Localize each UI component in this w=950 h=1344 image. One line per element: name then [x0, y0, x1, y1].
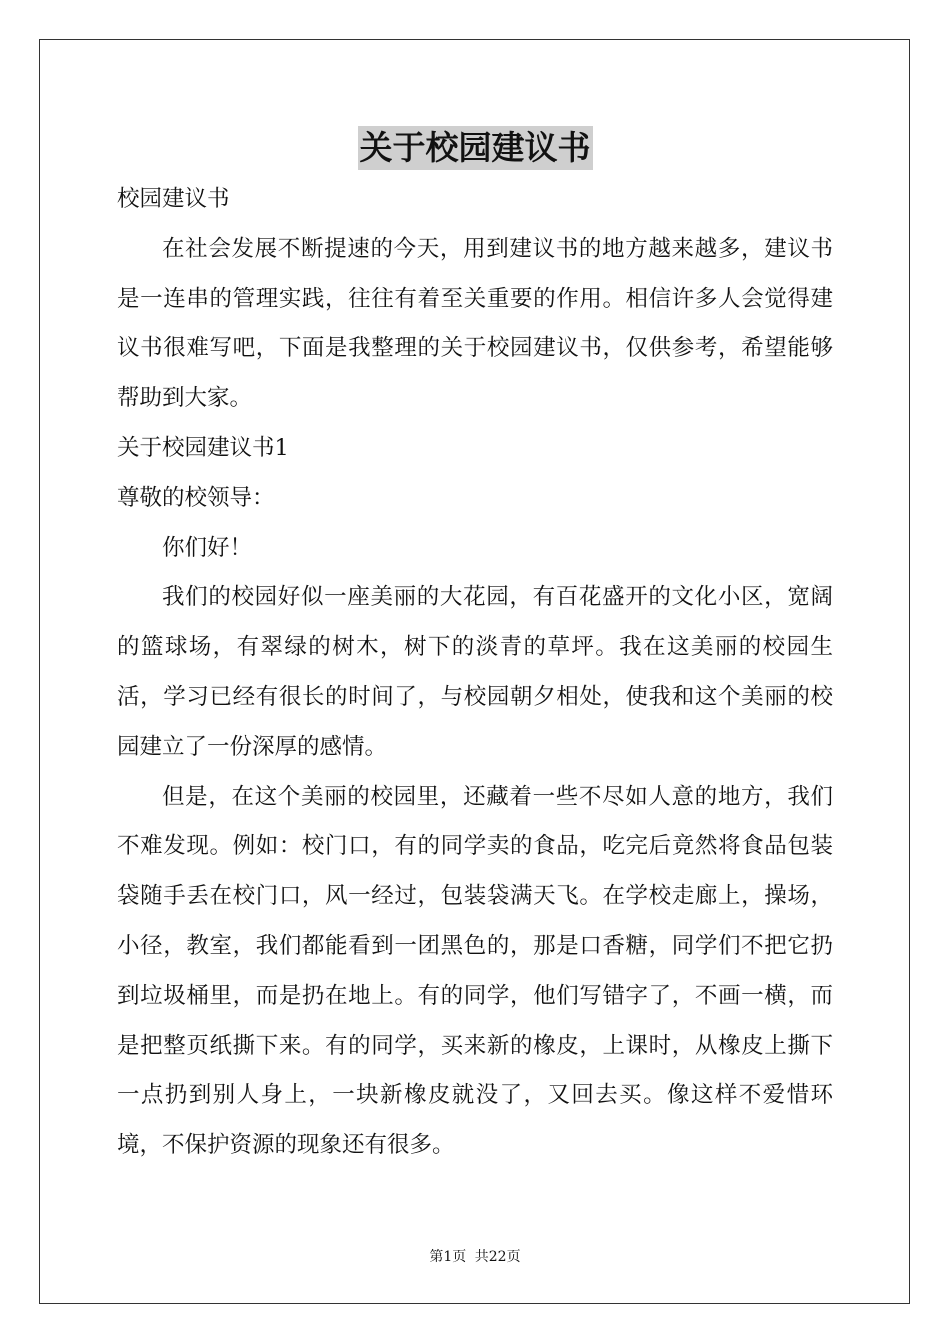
section-heading: 关于校园建议书1 — [117, 434, 289, 461]
document-body — [117, 175, 833, 1171]
page-total: 共22页 — [474, 1249, 521, 1265]
page-number: 第1页 — [429, 1249, 467, 1265]
body-paragraph-2: 但是，在这个美丽的校园里，还藏着一些不尽如人意的地方，我们不难发现。例如：校门口，有的同学卖的食品，吃完后竟然将食品包装袋随手丢在校门口，风一经过，包装袋满天飞。在学校走廊上，操场，小径，教室，我们都能看到一团黑色的，那是口香糖，同学们不把它扔到垃圾桶里，而是扔在地上。有的同学，他们写错字了，不画一横，而是把整页纸撕下来。有的同学，买来新的橡皮，上课时，从橡皮上撕下一点扔到别人身上，一块新橡皮就没了，又回去买。像这样不爱惜环境，不保护资源的现象还有很多。 — [117, 783, 833, 1159]
document-title: 关于校园建议书 — [358, 126, 593, 170]
document-subtitle: 校园建议书 — [117, 186, 230, 212]
title-container — [0, 126, 950, 170]
salutation: 尊敬的校领导： — [117, 484, 275, 511]
intro-paragraph: 在社会发展不断提速的今天，用到建议书的地方越来越多，建议书是一连串的管理实践，往往有着至关重要的作用。相信许多人会觉得建议书很难写吧，下面是我整理的关于校园建议书，仅供参考，希望能够帮助到大家。 — [117, 235, 833, 412]
page-footer — [0, 1246, 950, 1266]
greeting: 你们好！ — [162, 534, 253, 561]
body-paragraph-1: 我们的校园好似一座美丽的大花园，有百花盛开的文化小区，宽阔的篮球场，有翠绿的树木，树下的淡青的草坪。我在这美丽的校园生活，学习已经有很长的时间了，与校园朝夕相处，使我和这个美丽的校园建立了一份深厚的感情。 — [117, 584, 833, 760]
